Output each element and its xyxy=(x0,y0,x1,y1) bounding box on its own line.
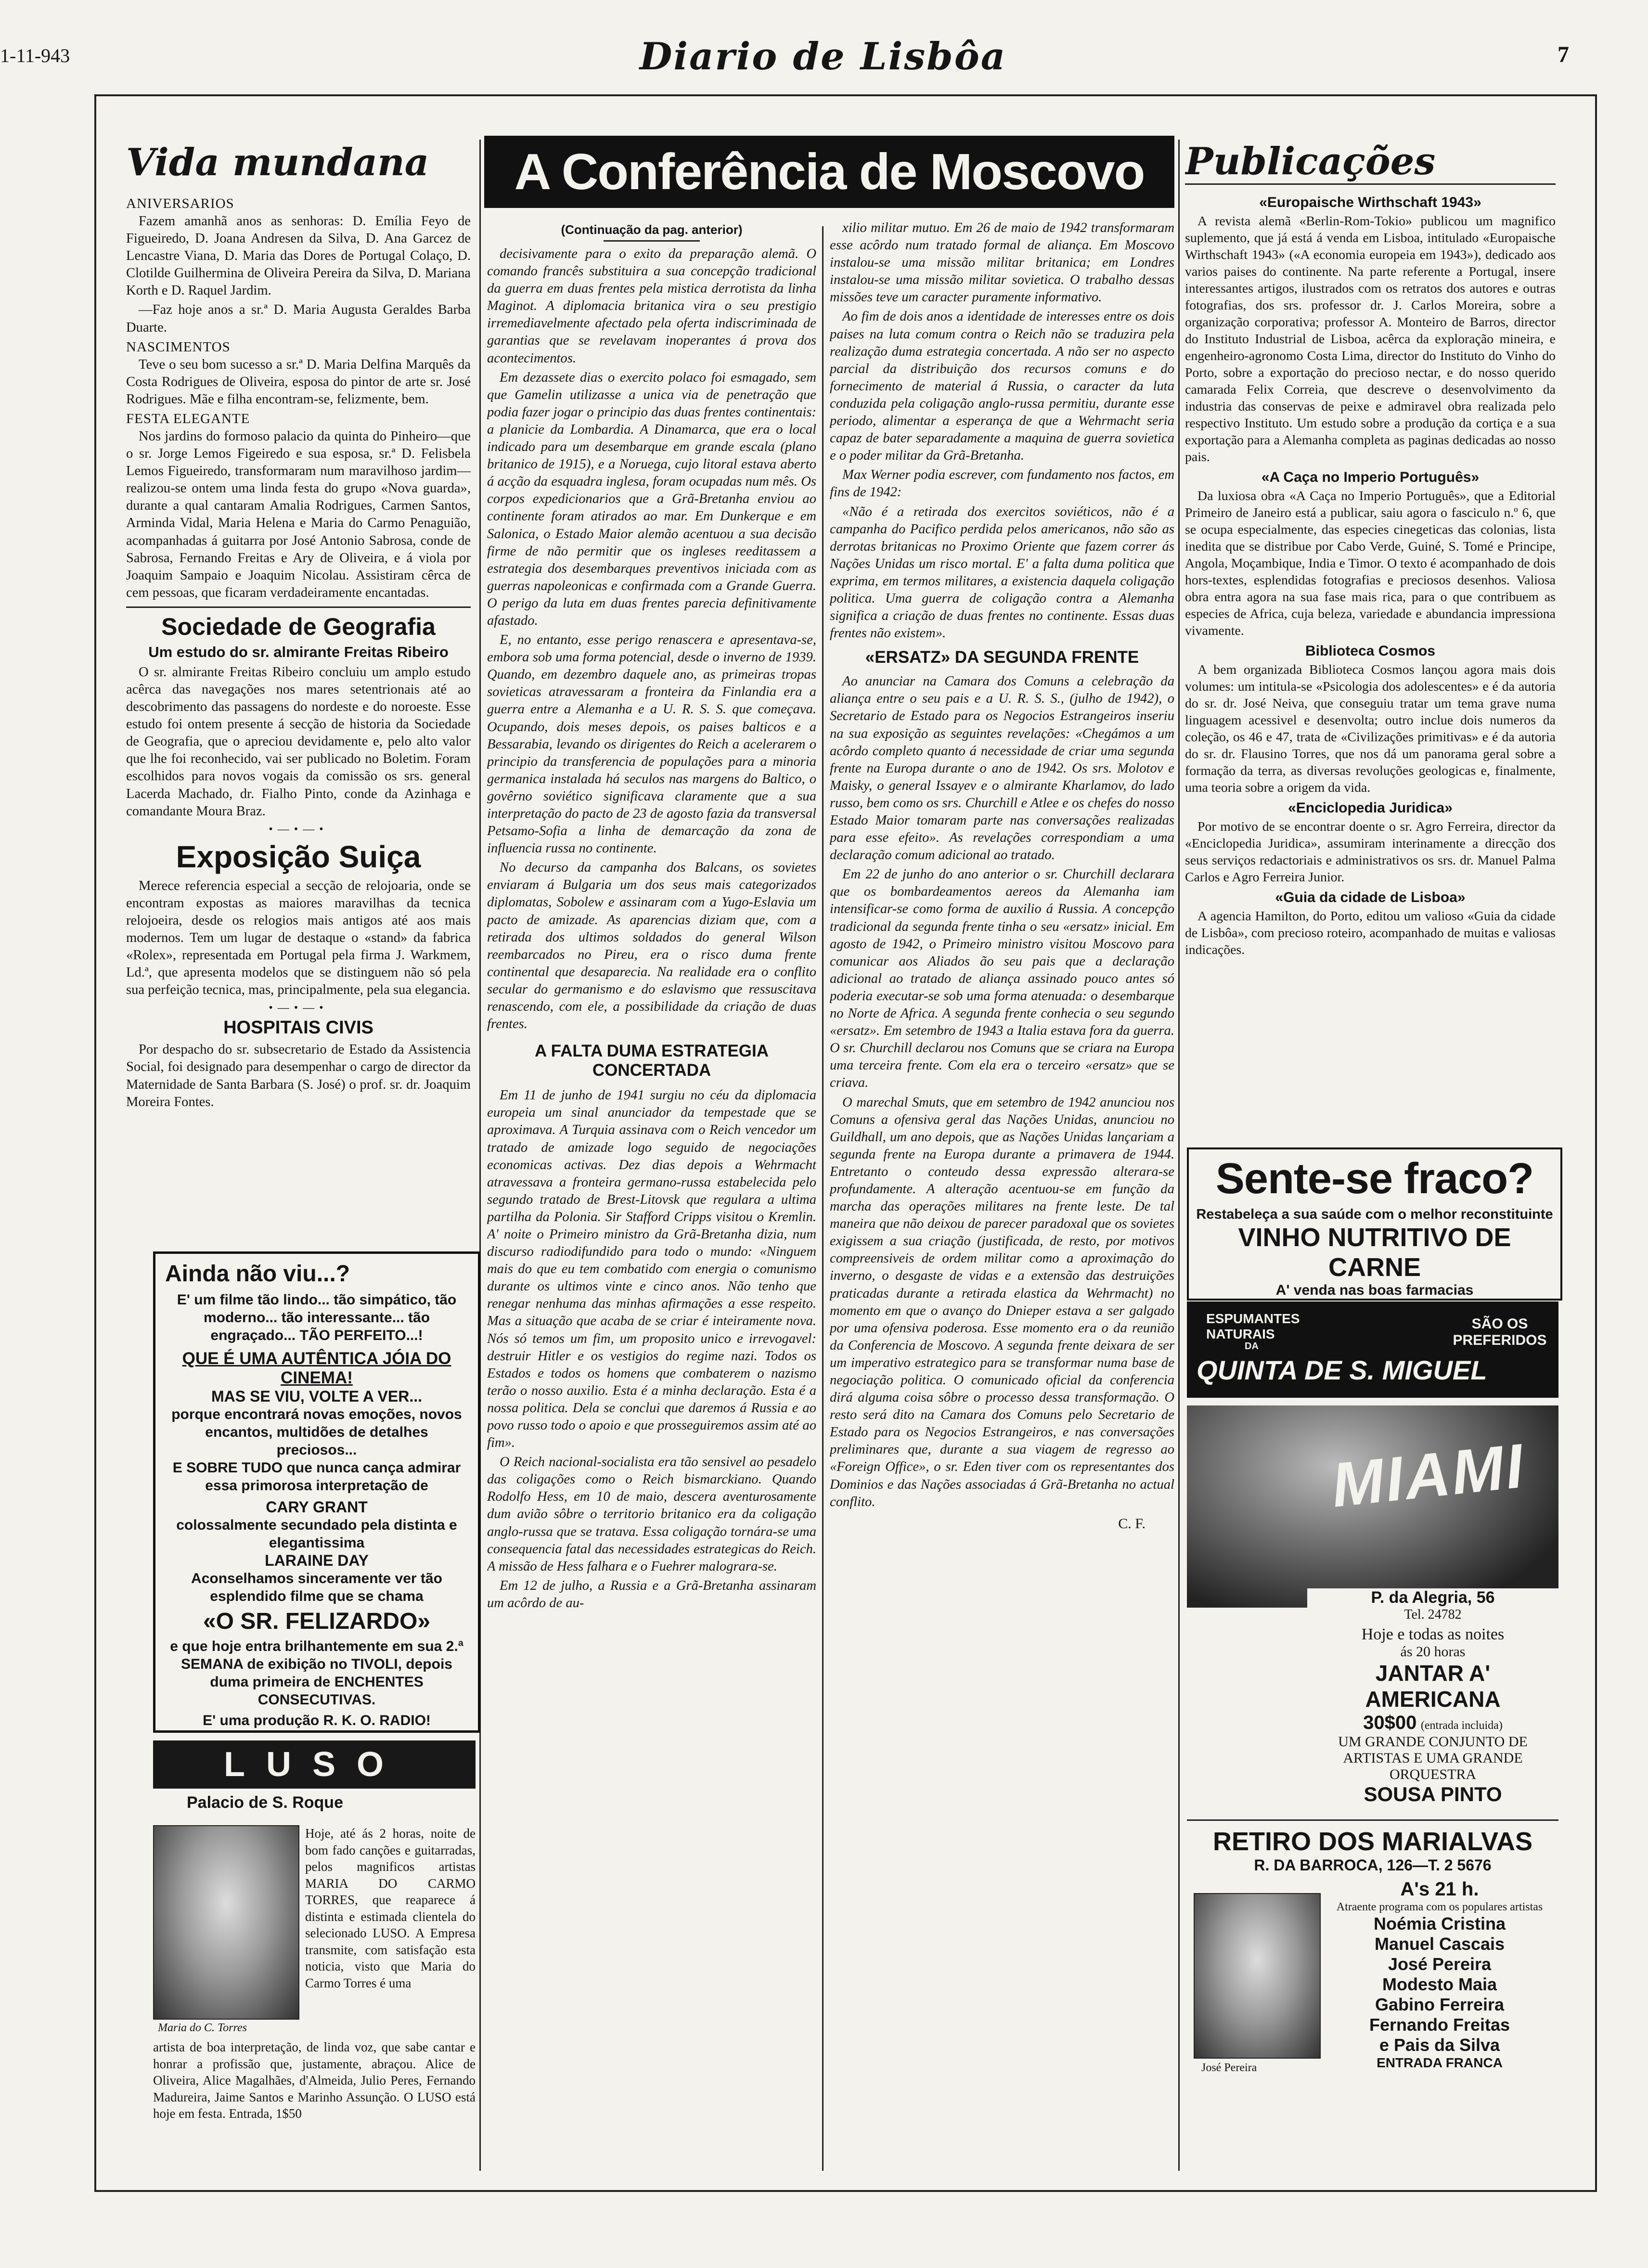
miami-price: 30$00 xyxy=(1363,1712,1417,1733)
vinho-ad-line3: A' venda nas boas farmacias xyxy=(1275,1282,1474,1298)
artist-name: e Pais da Silva xyxy=(1379,2035,1500,2055)
column-rule xyxy=(822,226,824,2171)
conferencia-column-1 xyxy=(487,219,816,2193)
publicacao-heading: «Enciclopedia Juridica» xyxy=(1288,800,1453,816)
ersatz-heading: «ERSATZ» DA SEGUNDA FRENTE xyxy=(865,648,1139,667)
masthead: Diario de Lisbôa xyxy=(639,35,1007,78)
photo-caption: Maria do C. Torres xyxy=(158,2022,247,2034)
luso-ad xyxy=(153,1740,476,2174)
paragraph: Teve o seu bom sucesso a sr.ª D. Maria Delfina Marquês da Costa Rodrigues de Oliveira, esposa do pintor de arte sr. José Rodrigues. Mãe e filha encontram-se, felizmente, bem. xyxy=(126,357,471,407)
paragraph: Em dezassete dias o exercito polaco foi esmagado, sem que Gamelin utilizasse a unica via de penetração que podia fazer jogar o principio das duas frentes continentais: a planicie da Lombardia. A Dinamarca, que era o local indicado para um desembarque em grande escala (plano britanico de 1915), e a Noruega, cujo litoral estava aberto á acção da esquadra inglesa, foram ocupadas num mês. Os corpos expedicionarios que a Grã-Bretanha enviou ao continente foram atirados ao mar. Em Dunkerque e em Salonica, o Estado Maior alemão acentuou a sua decisão firme de não permitir que os ingleses reeditassem a estrategia dos desembarques preventivos iniciada com as guerras napoleonicas e confirmada com a Grande Guerra. O perigo da luta em duas frentes parecia definitivamente afastado. xyxy=(487,370,816,628)
estrategia-heading: A FALTA DUMA ESTRATEGIA CONCERTADA xyxy=(534,1042,769,1080)
publicacoes-section xyxy=(1185,138,1556,1312)
publicacao-text: Por motivo de se encontrar doente o sr. Agro Ferreira, director da «Enciclopedia Juridica», assumiram interinamente a direcção dos seus serviços redactoriais e administrativos os srs. dr. Manuel Palma Carlos e Agro Ferreira Junior. xyxy=(1185,819,1556,885)
publicacoes-title: Publicações xyxy=(1185,140,1556,185)
retiro-address: R. DA BARROCA, 126—T. 2 5676 xyxy=(1254,1856,1492,1874)
retiro-artists xyxy=(1326,1914,1553,2055)
tivoli-line: «O SR. FELIZARDO» xyxy=(203,1609,431,1634)
publicacao-heading: «Guia da cidade de Lisboa» xyxy=(1275,889,1466,905)
tivoli-heading: Ainda não viu...? xyxy=(165,1261,350,1287)
singer-photo xyxy=(153,1825,299,2020)
espumantes-da: DA xyxy=(1245,1341,1259,1352)
publicacao-text: A bem organizada Biblioteca Cosmos lançou agora mais dois volumes: um intitula-se «Psicologia dos adolescentes» e é da autoria do sr. dr. José Neiva, que conseguiu tratar um tema grave numa linguagem acessivel e desenvolta; outro inclue dois numeros da coleção, os 46 e 47, trata de «Civilizações primitivas» e é da autoria do sr. dr. Flausino Torres, que nos dá um panorama geral sobre a formação da terra, as diversas revoluções geologicas e, finalmente, uma teoria sobre a origem da vida. xyxy=(1185,662,1556,795)
retiro-entrada: ENTRADA FRANCA xyxy=(1377,2055,1503,2070)
vinho-ad-line1: Restabeleça a sua saúde com o melhor reconstituinte xyxy=(1196,1207,1553,1222)
publicacao-text: Da luxiosa obra «A Caça no Imperio Português», que a Editorial Primeiro de Janeiro está a publicar, saiu agora o fasciculo n.º 6, que se ocupa especialmente, das especies cinegeticas das colonias, lista inedita que se distribue por Cabo Verde, Guiné, S. Tomé e Principe, Angola, Moçambique, India e Timor. O texto é acompanhado de dois hors-textes, esplendidas fotografias e preciosos desenhos. Valiosa obra entra agora na sua fase mais rica, para o que contribuem as especies de Africa, cuja beleza, variedade e abundancia impressiona vivamente. xyxy=(1185,489,1556,638)
tivoli-line: QUE É UMA AUTÊNTICA JÓIA DO CINEMA! xyxy=(182,1349,451,1387)
geografia-body xyxy=(126,664,471,820)
conferencia-column-2 xyxy=(830,219,1174,2193)
conferencia-headline: A Conferência de Moscovo xyxy=(484,136,1174,208)
publicacao-heading: «A Caça no Imperio Português» xyxy=(1261,469,1480,485)
miami-ad xyxy=(1187,1405,1558,1810)
page-date: 1-11-943 xyxy=(0,45,70,66)
miami-l6: SOUSA PINTO xyxy=(1364,1783,1502,1805)
artist-name: Gabino Ferreira xyxy=(1375,1995,1505,2014)
luso-text-top: Hoje, até ás 2 horas, noite de bom fado canções e guitarradas, pelos magnificos artistas MARIA DO CARMO TORRES, que reaparece á distinta e estimada clientela do selecionado LUSO. A Empresa transmite, com satisfação esta noticia, visto que Maria do Carmo Torres é uma xyxy=(305,1826,476,1990)
paragraph: Merece referencia especial a secção de relojoaria, onde se encontram expostas as maiores maravilhas da tecnica relojoeira, desde os relogios mais antigos até aos mais modernos. Tem um lugar de destaque o «stand» da fabrica «Rolex», representada em Portugal pela firma J. Warkmem, Ld.ª, que apresenta modelos que se distinguem não só pela sua perfeição tecnica, mas, principalmente, pela sua elegancia. xyxy=(126,878,471,998)
tivoli-line: Aconselhamos sinceramente ver tão esplendido filme que se chama xyxy=(191,1571,442,1604)
espumantes-tail: SÃO OS PREFERIDOS xyxy=(1453,1316,1547,1348)
tivoli-line: E' um filme tão lindo... tão simpático, tão moderno... tão interessante... tão engraçado... TÃO PERFEITO...! xyxy=(177,1292,457,1343)
paragraph: O sr. almirante Freitas Ribeiro concluiu um amplo estudo acêrca das navegações nos mares setentrionais até ao descobrimento das passagens do nordeste e do noroeste. Esse estudo foi ontem presente á secção de historia da Sociedade de Geografia, que o apreciou devidamente e, pelo alto valor que lhe foi reconhecido, vai ser publicado no Boletim. Foram escolhidos para novos vogais da comissão os srs. general Lacerda Machado, dr. Fialho Pinto, conde da Azinhaga e comandante Moura Braz. xyxy=(126,664,471,819)
tivoli-film-ad xyxy=(153,1251,480,1733)
tivoli-line: e que hoje entra brilhantemente em sua 2.ª SEMANA de exibição no TIVOLI, depois duma primeira de ENCHENTES CONSECUTIVAS. xyxy=(170,1638,464,1708)
paragraph: Max Werner podia escrever, com fundamento nos factos, em fins de 1942: xyxy=(830,467,1174,500)
miami-l5: UM GRANDE CONJUNTO DE ARTISTAS E UMA GRANDE ORQUESTRA xyxy=(1338,1734,1528,1782)
tivoli-line: porque encontrará novas emoções, novos encantos, multidões de detalhes preciosos... xyxy=(171,1406,462,1458)
vida-sections xyxy=(126,196,471,602)
vinho-ad-line2: VINHO NUTRITIVO DE CARNE xyxy=(1238,1223,1511,1282)
luso-subtitle: Palacio de S. Roque xyxy=(187,1793,343,1812)
page-number: 7 xyxy=(1558,42,1569,67)
geografia-subtitle: Um estudo do sr. almirante Freitas Ribeiro xyxy=(148,643,449,660)
tivoli-body xyxy=(165,1291,468,1729)
artist-photo xyxy=(1194,1893,1321,2059)
tivoli-line: LARAINE DAY xyxy=(265,1552,369,1569)
col1-body xyxy=(487,245,816,1033)
paragraph: Nos jardins do formoso palacio da quinta do Pinheiro—que o sr. Jorge Lemos Figeiredo e sua esposa, sr.ª D. Felisbela Lemos Figueiredo, transformaram num maravilhoso jardim—realizou-se ontem uma linda festa do grupo «Nova guarda», durante a qual cantaram Amalia Rodrigues, Carmen Santos, Arminda Vidal, Maria Helena e Maria do Carmo Penaguião, acompanhadas á guitarra por José Antonio Sabrosa, conde de Sabrosa, Fernando Freitas e Ary de Oliveira, e á viola por Joaquim Sampaio e Joaquim Nicolau. Assistiram cêrca de cem pessoas, que ficaram verdadeiramente encantadas. xyxy=(126,428,471,600)
paragraph: No decurso da campanha dos Balcans, os sovietes enviaram á Bulgaria um dos seus mais categorizados diplomatas, Sobolew e assinaram com a Yugo-Eslavia um pacto de amizade. As aparencias diziam que, com a retirada dos ultimos soldados do general Wilson reembarcados no Pireu, era o risco duma frente continental que desaparecia. Na realidade era o conflito secular do germanismo e do eslavismo que ressuscitava renascendo, com ele, a possibilidade da criação de duas frentes. xyxy=(487,860,816,1032)
paragraph: O Reich nacional-socialista era tão sensivel ao pesadelo das coligações como o Reich bismarckiano. Quando Rodolfo Hess, em 10 de maio, descera aventurosamente dum avião sôbre o territorio britanico era da coligação anglo-russa que se tratava. Essa coligação tornára-se uma consequencia fatal das necessidades estrategicas do Reich. A missão de Hess falhara e o Fuehrer malograra-se. xyxy=(487,1455,816,1574)
geografia-title: Sociedade de Geografia xyxy=(161,613,436,640)
paragraph: xilio militar mutuo. Em 26 de maio de 1942 transformaram esse acôrdo num tratado formal de aliança. Em Moscovo instalou-se uma missão militar britanica; em Londres instalou-se uma missão militar sovietica. O trabalho dessas missões teve um caracter puramente informativo. xyxy=(830,220,1174,305)
paragraph: Por despacho do sr. subsecretario de Estado da Assistencia Social, foi designado para desempenhar o cargo de director da Maternidade de Santa Barbara (S. José) o prof. sr. dr. Joaquim Moreira Fontes. xyxy=(126,1042,471,1109)
retiro-time: A's 21 h. xyxy=(1400,1879,1479,1900)
paragraph: Em 12 de julho, a Russia e a Grã-Bretanha assinaram um acôrdo de au- xyxy=(487,1578,816,1611)
miami-title: MIAMI xyxy=(1328,1430,1529,1521)
miami-l2: ás 20 horas xyxy=(1400,1644,1466,1660)
artist-name: Noémia Cristina xyxy=(1373,1914,1506,1933)
artist-name: Fernando Freitas xyxy=(1369,2015,1510,2035)
publicacao-heading: «Europaische Wirthschaft 1943» xyxy=(1259,194,1481,210)
tivoli-line: E' uma produção R. K. O. RADIO! xyxy=(203,1713,431,1728)
vida-mundana-title: Vida mundana xyxy=(126,141,429,184)
suica-title: Exposição Suiça xyxy=(176,839,421,874)
paragraph: Fazem amanhã anos as senhoras: D. Emília Feyo de Figueiredo, D. Joana Andresen da Silva, D. Ana Garcez de Lencastre Viana, D. Maria das Dores de Portugal Colaço, D. Clotilde Guilhermina de Oliveira Pereira da Silva, D. Mariana Korth e D. Raquel Jardim. xyxy=(126,214,471,298)
vinho-ad xyxy=(1187,1147,1562,1301)
publicacao-text: A agencia Hamilton, do Porto, editou um valioso «Guia da cidade de Lisbôa», com precioso roteiro, acompanhado de muitas e valiosas indicações. xyxy=(1185,909,1556,957)
retiro-ad xyxy=(1187,1819,1558,2167)
divider xyxy=(126,606,471,608)
paragraph: Em 11 de junho de 1941 surgiu no céu da diplomacia europeia um sinal anunciador da tempestade que se aproximava. A Turquia assinava com o Reich vencedor um tratado de amizade logo seguido de negociações economicas activas. Dez dias depois a Wehrmacht atravessava a fronteira germano-russa estabelecida pelo segundo tratado de Brest-Litovsk que regulara a ultima partilha da Polonia. Sir Stafford Cripps visitou o Kremlin. A' noite o Primeiro ministro da Grã-Bretanha dizia, num discurso radiodifundido para todo o mundo: «Ninguem mais do que eu tem combatido com energia o comunismo durante os ultimos vinte e cinco anos. Não tenho que renegar nenhuma das minhas afirmações a esse respeito. Mas a situação que acaba de se criar é inteiramente nova. Nós só temos um fim, um proposito unico e irrevogavel: destruir Hitler e os vestigios do regime nazi. Todos os Estados e todos os homens que combaterem o nazismo terão o nosso auxilio. Esta é a minha declaração. Esta é a nossa politica. Dela se conclui que daremos á Russia e ao povo russo todo o apoio e que prosseguiremos assim até ao fim». xyxy=(487,1088,816,1451)
artist-name: Modesto Maia xyxy=(1382,1974,1497,1994)
espumantes-top: ESPUMANTES NATURAIS xyxy=(1206,1311,1300,1341)
espumantes-ad xyxy=(1187,1302,1558,1398)
miami-l1: Hoje e todas as noites xyxy=(1361,1625,1505,1643)
short-rule xyxy=(604,240,700,242)
paragraph: decisivamente para o exito da preparação alemã. O comando francês substituira a sua concepção tradicional da guerra em duas frentes pela mistica derrotista da linha Maginot. A diplomacia britanica vira o seu prestigio irremediavelmente afectado pela oferta indiscriminada de garantias que se revelavam inoperantes á prova dos acontecimentos. xyxy=(487,246,816,366)
section-heading: ANIVERSARIOS xyxy=(126,196,234,211)
hospitais-body xyxy=(126,1041,471,1110)
section-heading: FESTA ELEGANTE xyxy=(126,411,250,426)
paragraph: E, no entanto, esse perigo renascera e apresentava-se, embora sob uma forma potencial, desde o inverno de 1939. Quando, em dezembro daquele ano, as primeiras tropas sovieticas atravessaram a fronteira da Finlandia era a guerra entre a Alemanha e a U. R. S. S. que começava. Ocupando, dois meses depois, os paises balticos e a Bessarabia, levando os dirigentes do Reich a acelerarem o principio da transferencia de populações para a minoria germanica instalada há seculos nas margens do Baltico, o govêrno soviético significava claramente que a sua interpretação do pacto de 23 de agosto fazia da transversal Petsamo-Sofia a linha de demarcação da zona de influencia russa no continente. xyxy=(487,632,816,856)
paragraph: O marechal Smuts, que em setembro de 1942 anunciou nos Comuns a ofensiva geral das Nações Unidas, anunciou no Guildhall, um ano depois, que as Nações Unidas lançariam a segunda frente na Europa durante a primavera de 1944. Entretanto o conteudo dessa expressão alterara-se profundamente. A alteração acentuou-se em função da marcha das operações militares na frente leste. De tal maneira que não deixou de parecer paradoxal que os sovietes exigissem a sua criação (justificada, de resto, por motivos compreensiveis de ordem militar como a aproximação do inverno, o desgaste de vidas e a extensão das destruições praticadas durante a retirada elastica da Wehrmacht) no momento em que o avanço do Dnieper estava a ser galgado por uma ofensiva poderosa. Esse momento era o da reunião da Conferencia de Moscovo. A segunda frente deixara de ser um imperativo estrategico para se transformar numa base de negociação politica. O comunicado oficial da conferencia dirá alguma coisa sôbre o processo dessa transformação. O resto será dito na Camara dos Comuns pelo Secretario de Estado para os Negocios Estrangeiros, e nas conversações preliminares que, durante a sua viagem de regresso ao «Foreign Office», o sr. Eden tiver com os representantes dos Dominios e das Nações associadas á Grã-Bretanha no actual conflito. xyxy=(830,1095,1174,1509)
col2-body xyxy=(830,219,1174,642)
paragraph: Em 22 de junho do ano anterior o sr. Churchill declarara que os bombardeamentos aereos da Alemanha iam intensificar-se como forma de auxilio á Russia. A concepção tradicional da segunda frente tinha o seu «ersatz» inicial. Em agosto de 1942, o Primeiro ministro visitou Moscovo para comunicar aos Aliados ão seu pais que a declaração adicional ao tratado de aliança assinado pouco antes só poderia executar-se sob uma forma atenuada: o desembarque no Norte de Africa. A segunda frente conhecia o seu segundo «ersatz». Em setembro de 1943 a Italia estava fora da guerra. O sr. Churchill declarou nos Comuns que se criara na Europa uma terceira frente. Com ela era o terceiro «ersatz» que se criava. xyxy=(830,867,1174,1091)
vida-mundana-section xyxy=(126,138,471,1245)
section-heading: NASCIMENTOS xyxy=(126,339,231,355)
miami-address: P. da Alegria, 56 xyxy=(1371,1588,1495,1607)
miami-price-note: (entrada incluida) xyxy=(1420,1719,1503,1732)
publicacoes-items xyxy=(1185,194,1556,958)
vinho-ad-title: Sente-se fraco? xyxy=(1215,1155,1534,1203)
hospitais-title: HOSPITAIS CIVIS xyxy=(223,1018,373,1038)
paragraph: Ao fim de dois anos a identidade de interesses entre os dois paises na luta comum contra o Reich não se traduzira pela realização duma estrategia concertada. A não ser no aspecto parcial da distribuição dos recursos comuns e do fornecimento de material á Russia, o caracter da luta conduzida pela coligação anglo-russa permitiu, durante esse periodo, alimentar a esperança de que a Wehrmacht seria capaz de bater separadamente a maquina de guerra sovietica e o poder militar da Grã-Bretanha. xyxy=(830,309,1174,464)
quinta-name: QUINTA DE S. MIGUEL xyxy=(1197,1355,1487,1385)
miami-l3: JANTAR A' AMERICANA xyxy=(1365,1661,1501,1712)
col2b-body xyxy=(830,673,1174,1511)
miami-text-panel xyxy=(1307,1588,1558,1810)
tivoli-line: E SOBRE TUDO que nunca cança admirar essa primorosa interpretação de xyxy=(172,1460,461,1494)
publicacao-heading: Biblioteca Cosmos xyxy=(1305,643,1436,659)
artist-name: Manuel Cascais xyxy=(1374,1934,1505,1954)
ornament-divider: •—•—• xyxy=(269,823,328,836)
retiro-intro: Atraente programa com os populares artistas xyxy=(1336,1901,1543,1913)
paragraph: —Faz hoje anos a sr.ª D. Maria Augusta Geraldes Barba Duarte. xyxy=(126,302,471,335)
tivoli-line: MAS SE VIU, VOLTE A VER... xyxy=(211,1388,422,1405)
miami-tel: Tel. 24782 xyxy=(1404,1607,1462,1622)
suica-body xyxy=(126,877,471,999)
continuation-note: (Continuação da pag. anterior) xyxy=(561,222,743,237)
luso-title: LUSO xyxy=(153,1740,476,1789)
publicacao-text: A revista alemã «Berlin-Rom-Tokio» publicou um magnifico suplemento, que já está á venda em Lisboa, intitulado «Europaische Wirthschaft 1943» («A economia europeia em 1943»), dedicado aos varios paises do continente. Na parte referente a Portugal, insere interessantes artigos, ilustrados com os retratos dos autores e outras fotografias, dos srs. professor dr. J. Carlos Moreira, sobre a organização corporativa; professor A. Monteiro de Barros, director do Instituto Industrial de Lisboa, acêrca da exploração mineira, e engenheiro-agronomo Costa Lima, director do Instituto do Vinho do Porto, sobre a exportação do precioso nectar, e do nosso querido camarada Felix Correia, que descreve o desenvolvimento da industria das conservas de peixe e admiravel obra realizada pelo respectivo Instituto. Um estudo sobre a produção da cortiça e a sua exportação para a Alemanha completa as paginas dedicadas ao nosso pais. xyxy=(1185,214,1556,464)
retiro-title: RETIRO DOS MARIALVAS xyxy=(1212,1827,1532,1856)
tivoli-line: CARY GRANT xyxy=(266,1498,368,1516)
ornament-divider: •—•—• xyxy=(269,1002,328,1015)
luso-text-bottom: artista de boa interpretação, de linda voz, que sabe cantar e honrar a profissão que, justamente, abraçou. Alice de Oliveira, Alice Magalhães, d'Almeida, Julio Peres, Fernando Madureira, Jaime Santos e Marinho Assunção. O LUSO está hoje em festa. Entrada, 1$50 xyxy=(153,2040,476,2121)
paragraph: «Não é a retirada dos exercitos soviéticos, não é a campanha do Pacifico perdida pelos americanos, não são as derrotas britanicas no Proximo Oriente que fazem correr ás Nações Unidas um risco mortal. E' a falta duma politica que exprima, em termos militares, a existencia daquela coligação politica. Uma guerra de coligação contra a Alemanha significa a criação de duas frentes no continente. Essas duas frentes não existem». xyxy=(830,504,1174,641)
column-rule xyxy=(479,140,481,2171)
artist-caption: José Pereira xyxy=(1201,2062,1257,2074)
tivoli-line: colossalmente secundado pela distinta e elegantissima xyxy=(176,1517,457,1551)
article-signature: C. F. xyxy=(1118,1515,1146,1532)
column-rule xyxy=(1178,140,1180,2171)
artist-name: José Pereira xyxy=(1388,1954,1492,1974)
paragraph: Ao anunciar na Camara dos Comuns a celebração da aliança entre o seu pais e a U. R. S. S., (julho de 1942), o Secretario de Estado para os Negocios Estrangeiros inseriu na sua exposição as seguintes revelações: «Chegámos a um acôrdo completo quanto á necessidade de criar uma segunda frente na Europa durante o ano de 1942. Os srs. Molotov e Maisky, o general Issayev e o almirante Kharlamov, do lado russo, bem como os srs. Churchill e Atlee e os chefes do nosso Estado Maior tomaram parte nas conversações realizadas para esse efeito». As revelações correspondiam a uma declaração comum adicional ao tratado. xyxy=(830,674,1174,863)
vinho-ad-line4 xyxy=(1189,1299,1560,1301)
col1b-body xyxy=(487,1087,816,1612)
